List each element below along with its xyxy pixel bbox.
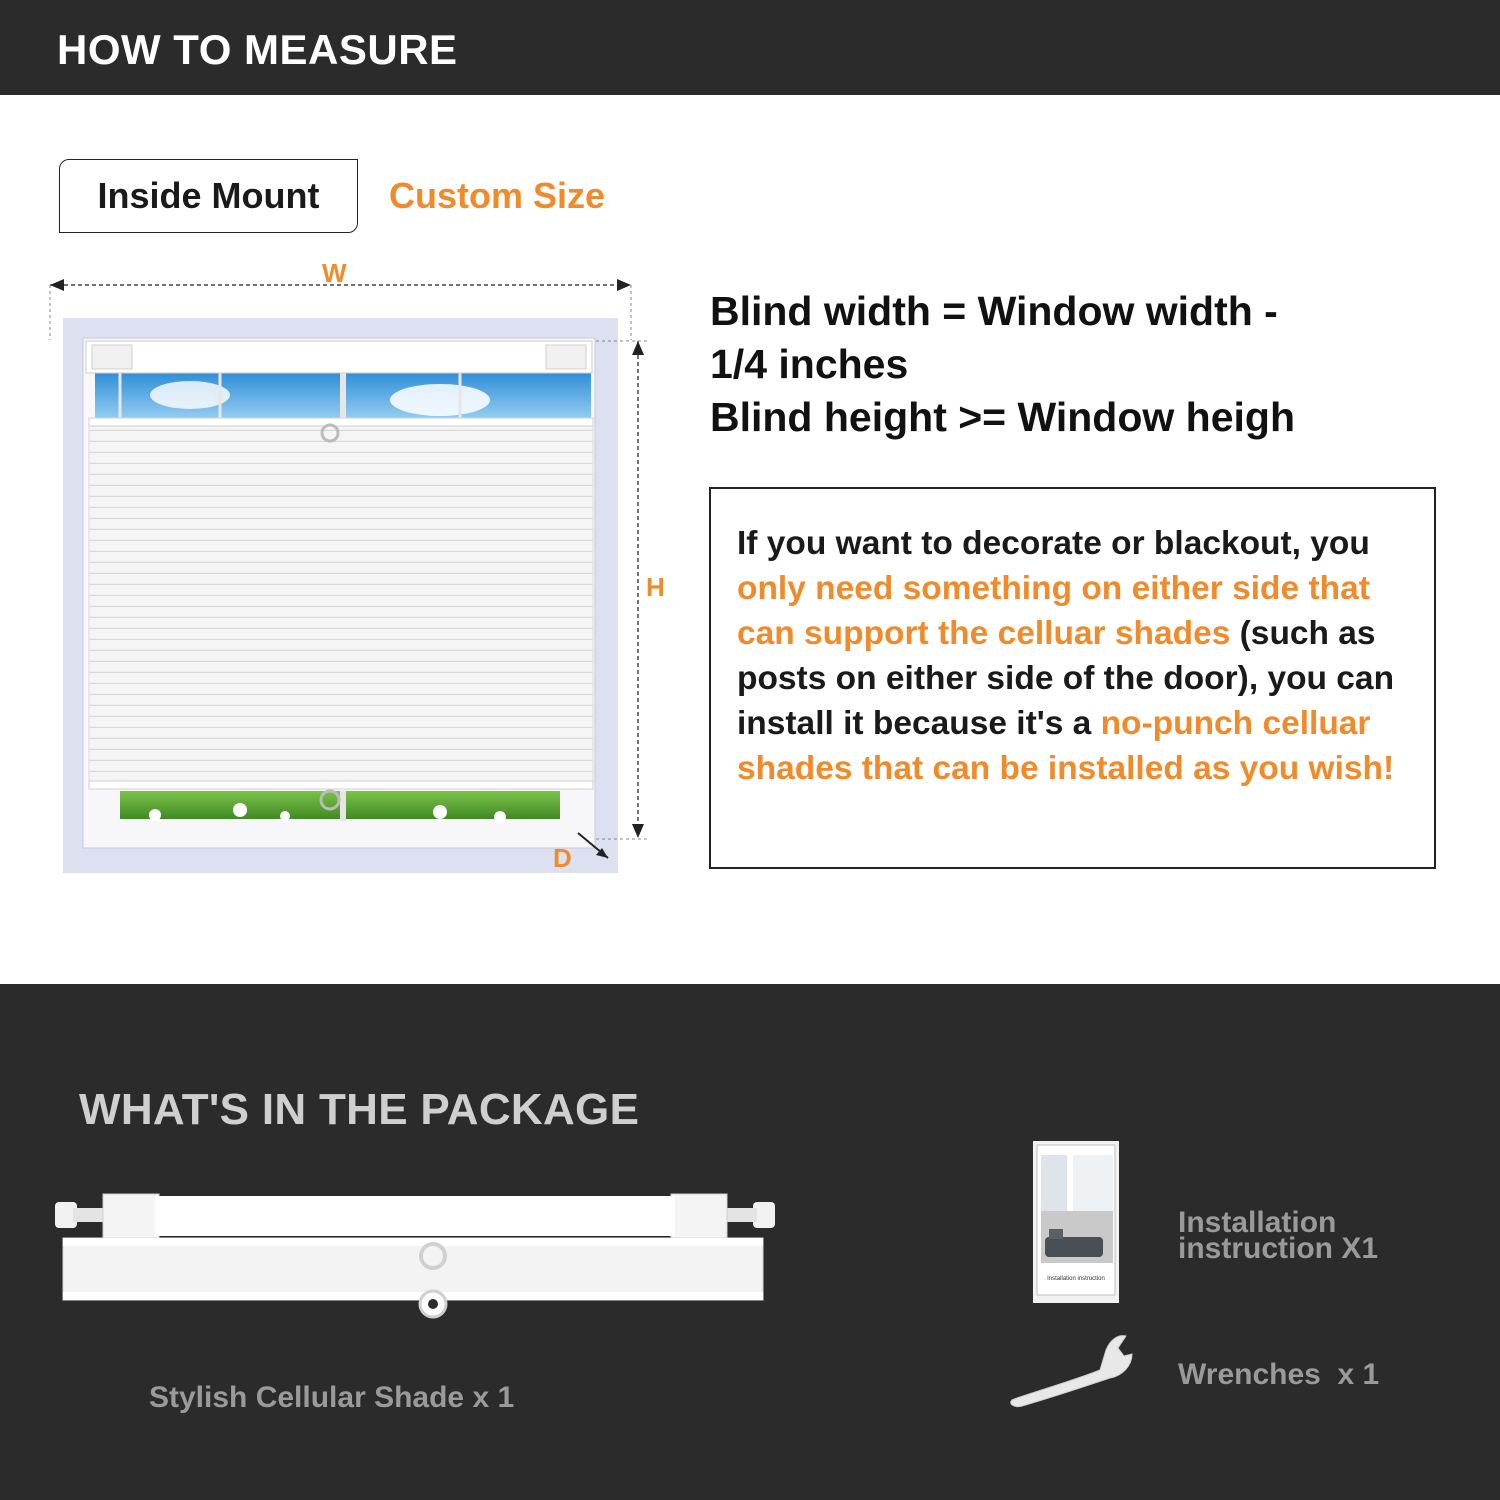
manual-cover-text: Installation instruction bbox=[1047, 1276, 1105, 1282]
package-title: WHAT'S IN THE PACKAGE bbox=[79, 1085, 640, 1134]
page-title: HOW TO MEASURE bbox=[57, 26, 458, 73]
inside-mount-tab[interactable] bbox=[59, 159, 358, 233]
width-label: W bbox=[322, 258, 347, 288]
measure-formula bbox=[710, 285, 1450, 444]
formula-line-2: 1/4 inches bbox=[710, 341, 909, 387]
shade-product-image bbox=[45, 1190, 785, 1325]
install-note bbox=[709, 487, 1436, 869]
formula-line-1: Blind width = Window width - bbox=[710, 288, 1278, 334]
depth-label: D bbox=[553, 843, 572, 873]
height-label: H bbox=[646, 572, 665, 602]
formula-line-3: Blind height >= Window heigh bbox=[710, 394, 1295, 440]
wrench-label: Wrenches x 1 bbox=[1178, 1358, 1380, 1391]
note-highlight-2: no-punch celluar shades that can be installed as you wish! bbox=[737, 705, 1395, 787]
shade-label: Stylish Cellular Shade x 1 bbox=[149, 1381, 515, 1414]
header-bar bbox=[0, 0, 1500, 95]
note-text-2: (such as posts on either side of the door), you can install it because it's a bbox=[737, 615, 1395, 742]
note-text-1: If you want to decorate or blackout, you bbox=[737, 525, 1370, 562]
pleated-shade bbox=[89, 421, 593, 789]
custom-size-label: Custom Size bbox=[389, 175, 606, 216]
window-diagram bbox=[40, 255, 680, 885]
manual-image bbox=[1033, 1141, 1119, 1303]
note-highlight-1: only need something on either side that can support the celluar shades bbox=[737, 570, 1370, 652]
inside-mount-label: Inside Mount bbox=[97, 175, 320, 216]
headrail bbox=[86, 341, 592, 373]
manual-label-line-2: instruction X1 bbox=[1178, 1232, 1379, 1265]
wrench-icon bbox=[1000, 1330, 1140, 1410]
manual-label-line-1: Installation bbox=[1178, 1206, 1337, 1239]
manual-label bbox=[1178, 1206, 1379, 1265]
